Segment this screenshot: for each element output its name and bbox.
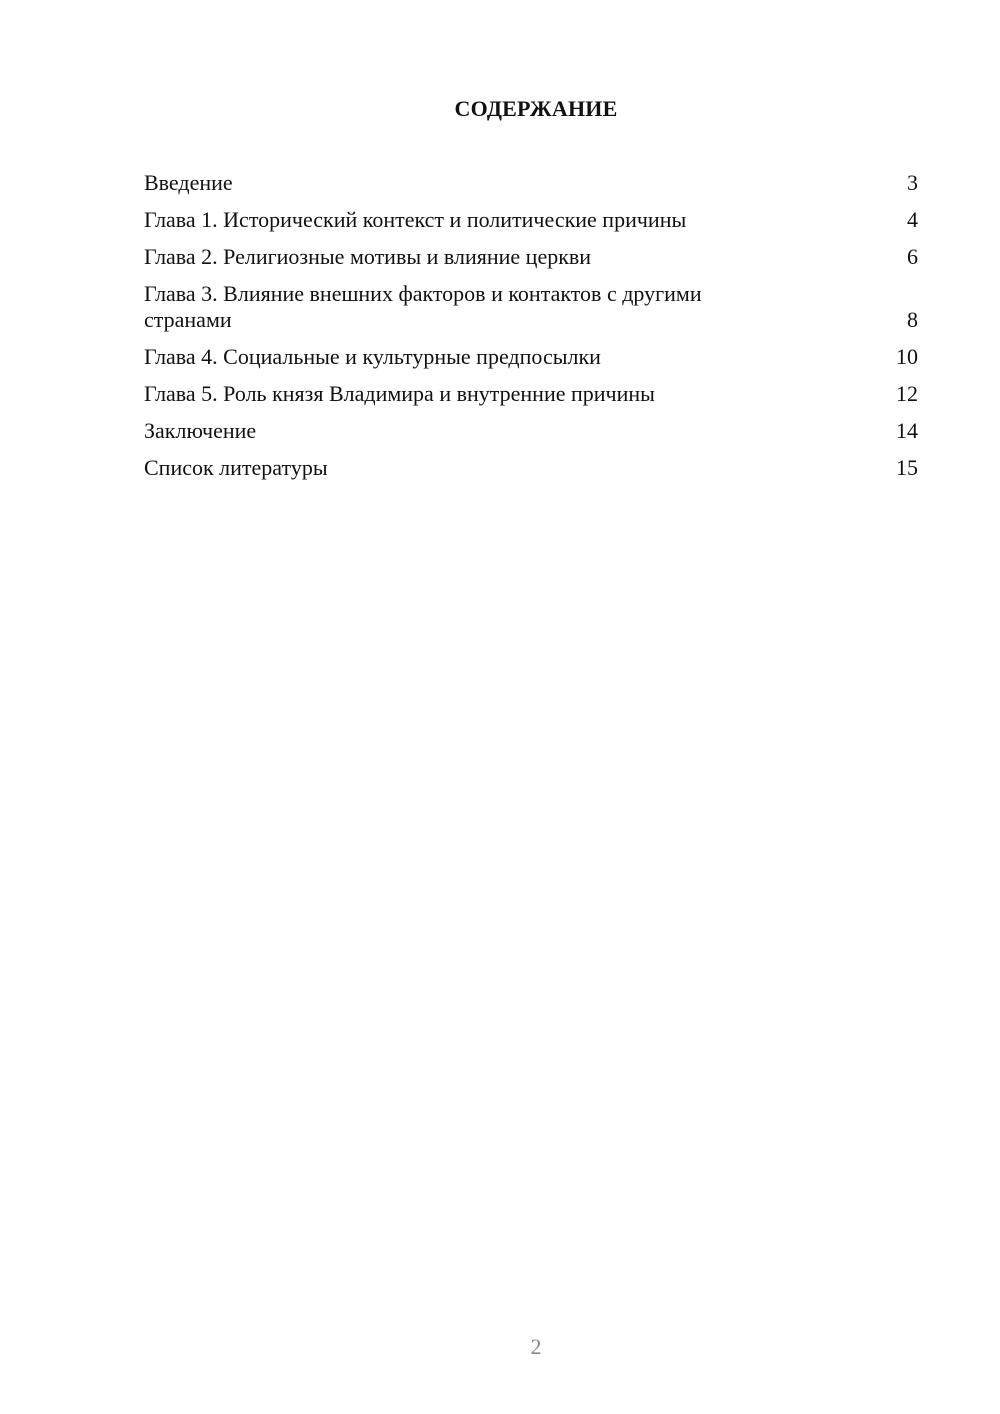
toc-entry-references [144,455,918,481]
toc-entry-page: 15 [896,455,918,480]
toc-entry-page: 6 [907,244,918,269]
toc-entry-conclusion [144,418,918,444]
page-number: 2 [530,1334,542,1359]
toc-entry-title: Список литературы [144,455,328,480]
toc-entry-chapter-5 [144,381,918,407]
toc-entry-title: Глава 3. Влияние внешних факторов и контактов с другими странами [144,281,702,332]
toc-entry-chapter-4 [144,344,918,370]
toc-entry-title: Глава 4. Социальные и культурные предпосылки [144,344,601,369]
toc-entry-title: Введение [144,170,233,195]
toc-entry-chapter-3 [144,281,918,333]
toc-entry-page: 8 [907,307,918,332]
toc-entry-page: 4 [907,207,918,232]
toc-entry-introduction [144,170,918,196]
toc-entry-title: Глава 5. Роль князя Владимира и внутренние причины [144,381,655,406]
toc-entry-page: 10 [896,344,918,369]
toc-entry-page: 3 [907,170,918,195]
toc-entry-page: 12 [896,381,918,406]
toc-entry-chapter-2 [144,244,918,270]
toc-entry-title: Заключение [144,418,257,443]
table-of-contents [144,170,918,492]
toc-entry-chapter-1 [144,207,918,233]
toc-entry-page: 14 [896,418,918,443]
toc-heading: СОДЕРЖАНИЕ [454,96,618,121]
toc-entry-title: Глава 2. Религиозные мотивы и влияние церкви [144,244,592,269]
toc-entry-title: Глава 1. Исторический контекст и политические причины [144,207,687,232]
